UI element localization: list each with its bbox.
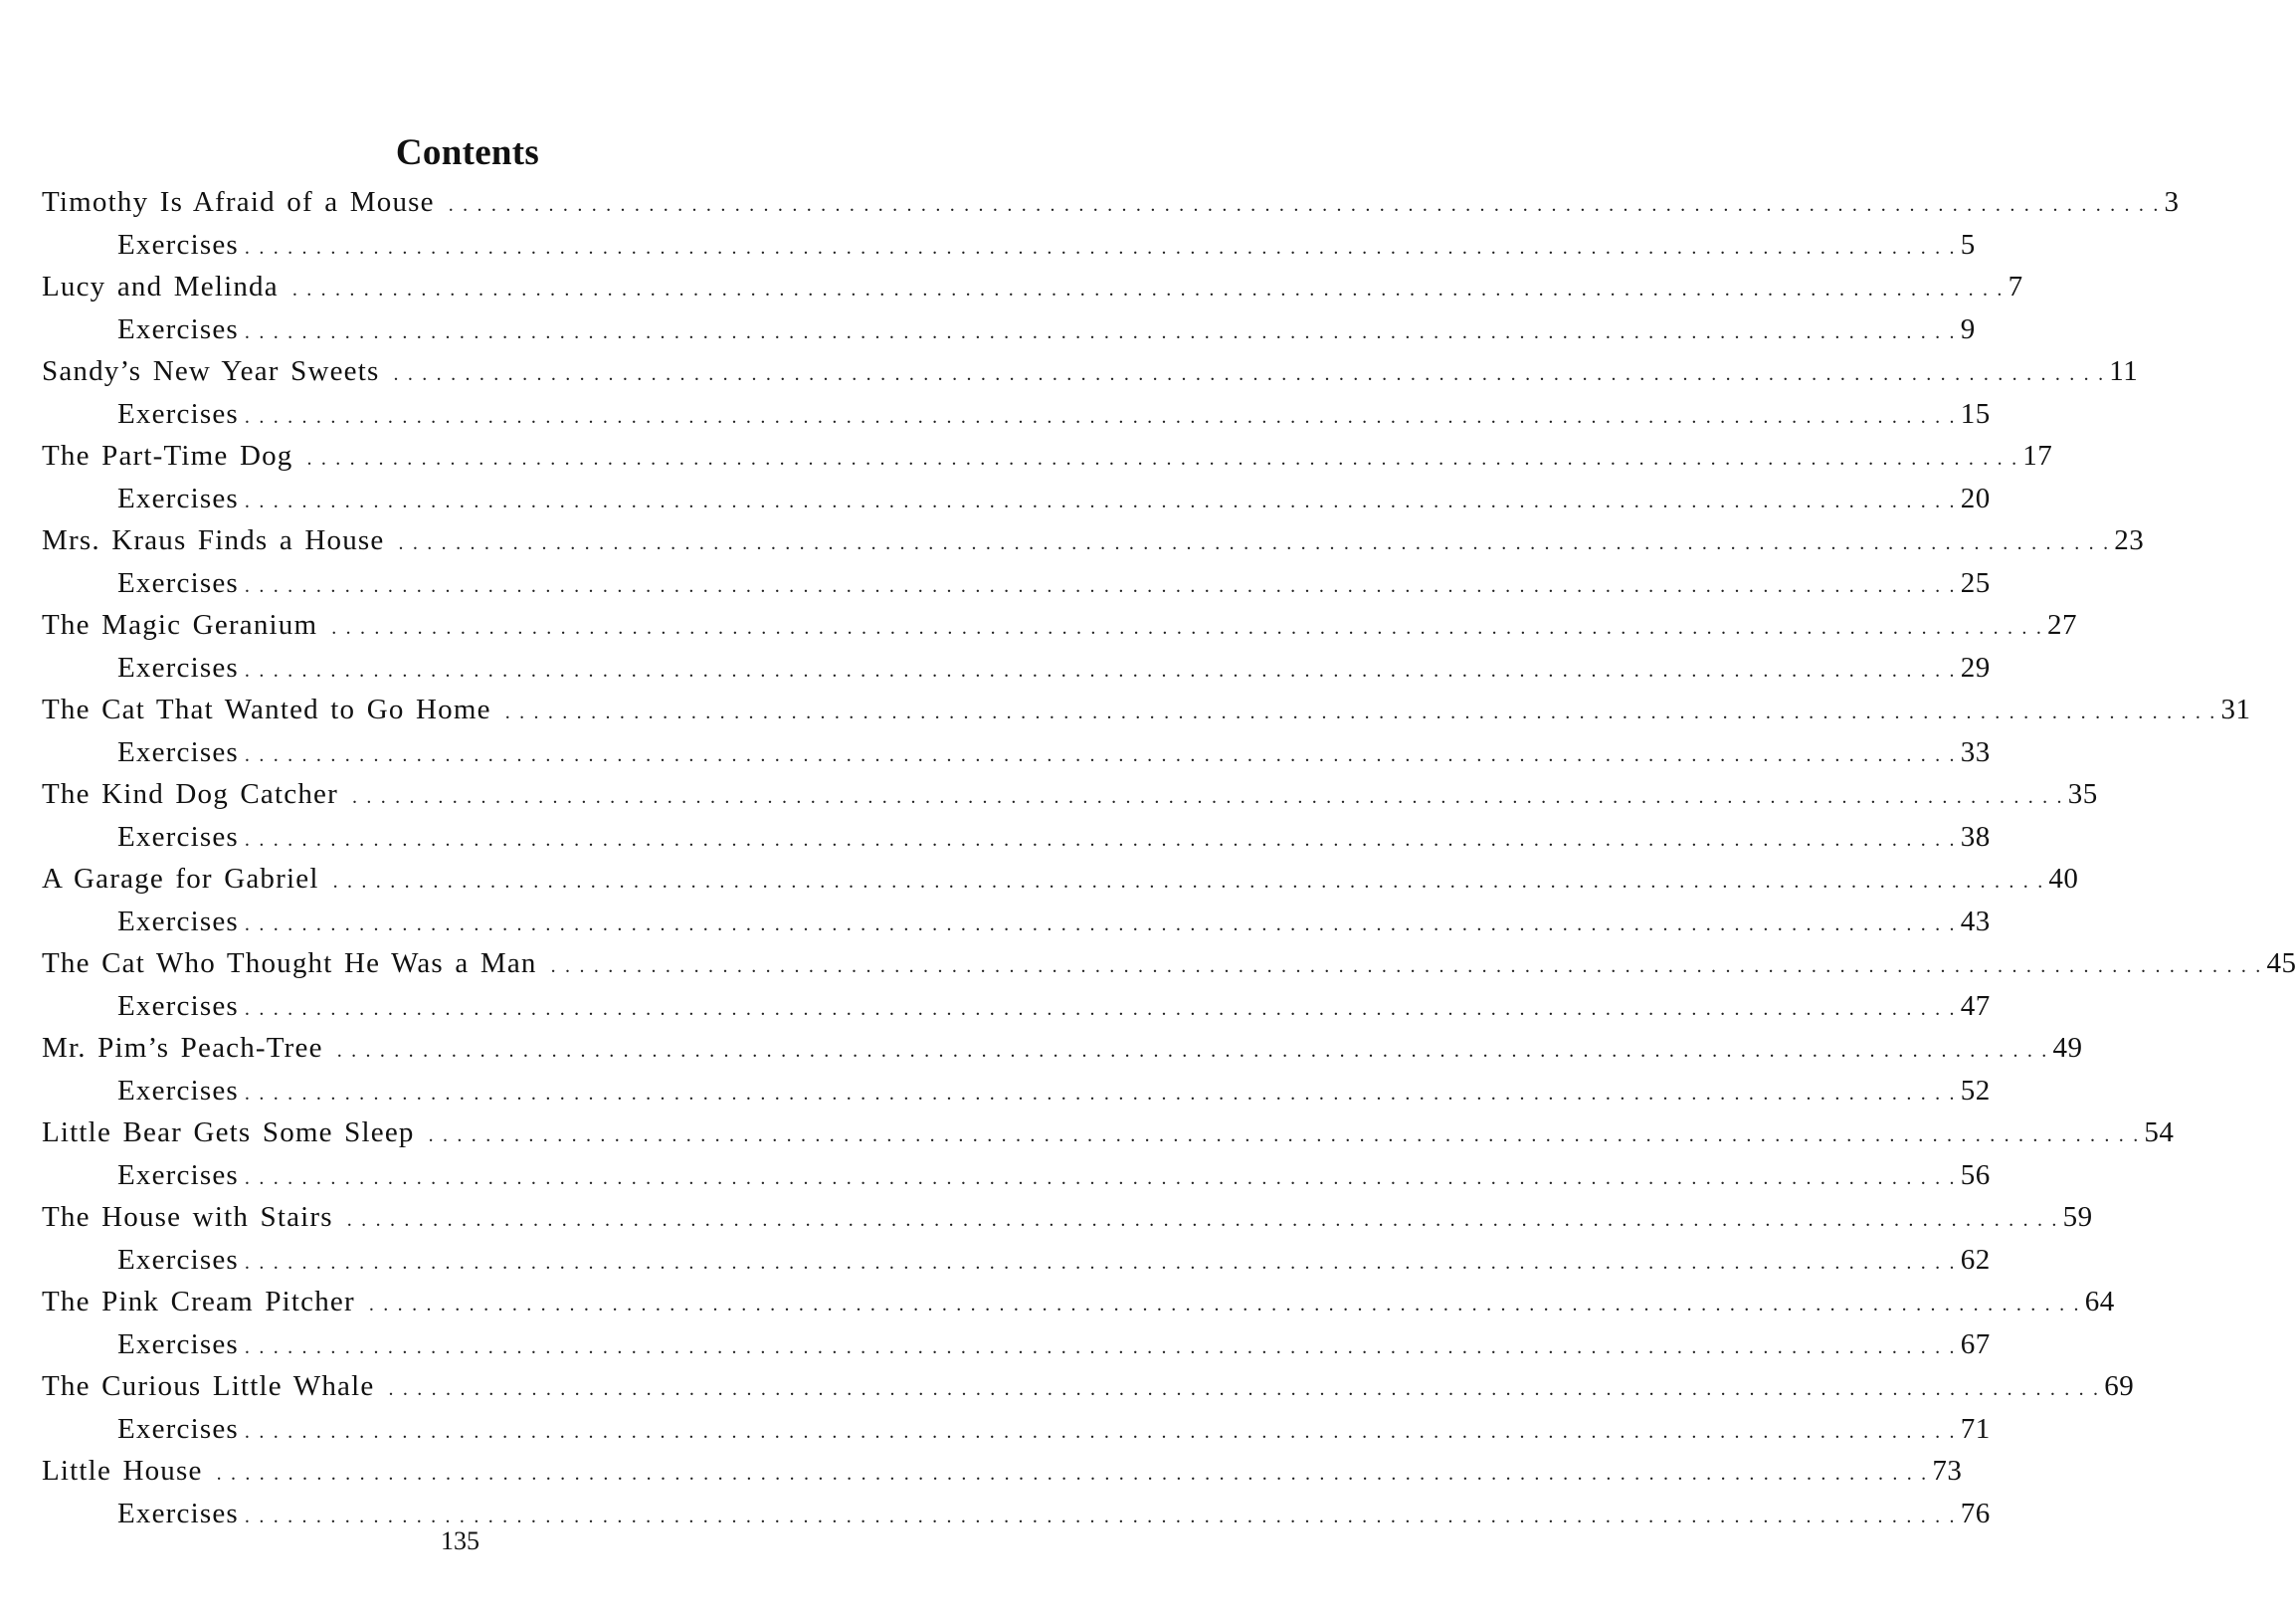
entry-page-number: 35 — [2067, 778, 2098, 810]
dot-leader: . . . . . . . . . . . . . . . . . . . . . . . . . . . . . . . . . . . . . . . . . . . . . . . . . . . . . . . . . . . . . . . . . . . . . . . . . . . . . . . . . . . . . . . . . . . . . . . . . . . . . . . . . . . . . . . . . . . . . . . . — [504, 702, 2217, 723]
dot-leader: . . . . . . . . . . . . . . . . . . . . . . . . . . . . . . . . . . . . . . . . . . . . . . . . . . . . . . . . . . . . . . . . . . . . . . . . . . . . . . . . . . . . . . . . . . . . . . . . . . . . . . . . . . . . . . . . . . . . . . . . — [244, 320, 1957, 343]
dot-leader: . . . . . . . . . . . . . . . . . . . . . . . . . . . . . . . . . . . . . . . . . . . . . . . . . . . . . . . . . . . . . . . . . . . . . . . . . . . . . . . . . . . . . . . . . . . . . . . . . . . . . . . . . . . . . . . . . . . . . . . . — [393, 363, 2106, 385]
toc-exercise-entry — [42, 1323, 1991, 1366]
entry-title: Little Bear Gets Some Sleep — [42, 1116, 415, 1148]
toc-story-entry — [42, 435, 2053, 478]
entry-page-number: 15 — [1960, 397, 1991, 430]
entry-title: Exercises — [117, 1074, 239, 1107]
entry-title: Exercises — [117, 1158, 239, 1191]
dot-leader: . . . . . . . . . . . . . . . . . . . . . . . . . . . . . . . . . . . . . . . . . . . . . . . . . . . . . . . . . . . . . . . . . . . . . . . . . . . . . . . . . . . . . . . . . . . . . . . . . . . . . . . . . . . . . . . . . . . . . . . . — [244, 574, 1957, 597]
dot-leader: . . . . . . . . . . . . . . . . . . . . . . . . . . . . . . . . . . . . . . . . . . . . . . . . . . . . . . . . . . . . . . . . . . . . . . . . . . . . . . . . . . . . . . . . . . . . . . . . . . . . . . . . . . . . . . . . . . . . . . . . — [244, 1335, 1957, 1358]
toc-story-entry — [42, 604, 2078, 647]
entry-page-number: 27 — [2047, 609, 2078, 641]
entry-page-number: 45 — [2266, 947, 2296, 979]
dot-leader: . . . . . . . . . . . . . . . . . . . . . . . . . . . . . . . . . . . . . . . . . . . . . . . . . . . . . . . . . . . . . . . . . . . . . . . . . . . . . . . . . . . . . . . . . . . . . . . . . . . . . . . . . . . . . . . . . . . . . . . . — [244, 1505, 1957, 1527]
toc-story-entry — [42, 773, 2098, 816]
toc-exercise-entry — [42, 1070, 1991, 1112]
toc-exercise-entry — [42, 1154, 1991, 1197]
entry-page-number: 47 — [1960, 989, 1991, 1022]
entry-page-number: 54 — [2144, 1116, 2175, 1148]
dot-leader: . . . . . . . . . . . . . . . . . . . . . . . . . . . . . . . . . . . . . . . . . . . . . . . . . . . . . . . . . . . . . . . . . . . . . . . . . . . . . . . . . . . . . . . . . . . . . . . . . . . . . . . . . . . . . . . . . . . . . . . . — [244, 997, 1957, 1020]
dot-leader: . . . . . . . . . . . . . . . . . . . . . . . . . . . . . . . . . . . . . . . . . . . . . . . . . . . . . . . . . . . . . . . . . . . . . . . . . . . . . . . . . . . . . . . . . . . . . . . . . . . . . . . . . . . . . . . . . . . . . . . . — [244, 743, 1957, 766]
table-of-contents — [42, 181, 2296, 1534]
dot-leader: . . . . . . . . . . . . . . . . . . . . . . . . . . . . . . . . . . . . . . . . . . . . . . . . . . . . . . . . . . . . . . . . . . . . . . . . . . . . . . . . . . . . . . . . . . . . . . . . . . . . . . . . . . . . . . . . . . . . . . . . — [244, 659, 1957, 682]
entry-page-number: 71 — [1960, 1412, 1991, 1445]
entry-title: The Curious Little Whale — [42, 1370, 375, 1402]
toc-story-entry — [42, 1111, 2175, 1154]
dot-leader: . . . . . . . . . . . . . . . . . . . . . . . . . . . . . . . . . . . . . . . . . . . . . . . . . . . . . . . . . . . . . . . . . . . . . . . . . . . . . . . . . . . . . . . . . . . . . . . . . . . . . . . . . . . . . . . . . . . . . . . . — [351, 786, 2064, 808]
entry-page-number: 9 — [1960, 312, 1976, 345]
entry-title: Exercises — [117, 1243, 239, 1276]
dot-leader: . . . . . . . . . . . . . . . . . . . . . . . . . . . . . . . . . . . . . . . . . . . . . . . . . . . . . . . . . . . . . . . . . . . . . . . . . . . . . . . . . . . . . . . . . . . . . . . . . . . . . . . . . . . . . . . . . . . . . . . . — [336, 1040, 2049, 1062]
toc-exercise-entry — [42, 1408, 1991, 1451]
entry-title: Exercises — [117, 1327, 239, 1360]
entry-title: Exercises — [117, 1412, 239, 1445]
entry-page-number: 3 — [2164, 186, 2180, 218]
toc-exercise-entry — [42, 647, 1991, 690]
entry-page-number: 52 — [1960, 1074, 1991, 1107]
entry-page-number: 29 — [1960, 651, 1991, 684]
entry-title: A Garage for Gabriel — [42, 863, 319, 895]
entry-page-number: 49 — [2052, 1032, 2083, 1064]
entry-title: Timothy Is Afraid of a Mouse — [42, 186, 435, 218]
entry-title: The Pink Cream Pitcher — [42, 1286, 355, 1317]
entry-title: The Kind Dog Catcher — [42, 778, 338, 810]
entry-title: Mr. Pim’s Peach-Tree — [42, 1032, 323, 1064]
entry-page-number: 76 — [1960, 1497, 1991, 1529]
dot-leader: . . . . . . . . . . . . . . . . . . . . . . . . . . . . . . . . . . . . . . . . . . . . . . . . . . . . . . . . . . . . . . . . . . . . . . . . . . . . . . . . . . . . . . . . . . . . . . . . . . . . . . . . . . . . . . . . . . . . . . . . — [388, 1378, 2101, 1400]
entry-page-number: 67 — [1960, 1327, 1991, 1360]
entry-title: Exercises — [117, 989, 239, 1022]
dot-leader: . . . . . . . . . . . . . . . . . . . . . . . . . . . . . . . . . . . . . . . . . . . . . . . . . . . . . . . . . . . . . . . . . . . . . . . . . . . . . . . . . . . . . . . . . . . . . . . . . . . . . . . . . . . . . . . . . . . . . . . . — [306, 448, 2019, 470]
entry-title: Exercises — [117, 228, 239, 261]
toc-story-entry — [42, 689, 2251, 731]
entry-page-number: 25 — [1960, 566, 1991, 599]
entry-page-number: 40 — [2048, 863, 2079, 895]
dot-leader: . . . . . . . . . . . . . . . . . . . . . . . . . . . . . . . . . . . . . . . . . . . . . . . . . . . . . . . . . . . . . . . . . . . . . . . . . . . . . . . . . . . . . . . . . . . . . . . . . . . . . . . . . . . . . . . . . . . . . . . . — [332, 871, 2045, 893]
dot-leader: . . . . . . . . . . . . . . . . . . . . . . . . . . . . . . . . . . . . . . . . . . . . . . . . . . . . . . . . . . . . . . . . . . . . . . . . . . . . . . . . . . . . . . . . . . . . . . . . . . . . . . . . . . . . . . . . . . . . . . . . — [398, 532, 2111, 554]
toc-story-entry — [42, 519, 2145, 562]
entry-title: Exercises — [117, 1497, 239, 1529]
dot-leader: . . . . . . . . . . . . . . . . . . . . . . . . . . . . . . . . . . . . . . . . . . . . . . . . . . . . . . . . . . . . . . . . . . . . . . . . . . . . . . . . . . . . . . . . . . . . . . . . . . . . . . . . . . . . . . . . . . . . . . . . — [346, 1209, 2059, 1231]
entry-page-number: 7 — [2008, 271, 2023, 303]
toc-exercise-entry — [42, 562, 1991, 605]
dot-leader: . . . . . . . . . . . . . . . . . . . . . . . . . . . . . . . . . . . . . . . . . . . . . . . . . . . . . . . . . . . . . . . . . . . . . . . . . . . . . . . . . . . . . . . . . . . . . . . . . . . . . . . . . . . . . . . . . . . . . . . . — [448, 194, 2161, 216]
toc-story-entry — [42, 1365, 2135, 1408]
entry-page-number: 33 — [1960, 735, 1991, 768]
toc-story-entry — [42, 1450, 1963, 1493]
toc-story-entry — [42, 1027, 2083, 1070]
dot-leader: . . . . . . . . . . . . . . . . . . . . . . . . . . . . . . . . . . . . . . . . . . . . . . . . . . . . . . . . . . . . . . . . . . . . . . . . . . . . . . . . . . . . . . . . . . . . . . . . . . . . . . . . . . . . . . . . . . . . . . . . — [244, 236, 1957, 259]
entry-page-number: 31 — [2220, 694, 2251, 725]
dot-leader: . . . . . . . . . . . . . . . . . . . . . . . . . . . . . . . . . . . . . . . . . . . . . . . . . . . . . . . . . . . . . . . . . . . . . . . . . . . . . . . . . . . . . . . . . . . . . . . . . . . . . . . . . . . . . . . . . . . . . . . . — [244, 1082, 1957, 1105]
entry-title: Exercises — [117, 651, 239, 684]
toc-story-entry — [42, 942, 2296, 985]
entry-title: Exercises — [117, 482, 239, 514]
entry-title: Exercises — [117, 312, 239, 345]
entry-title: Exercises — [117, 905, 239, 937]
page-number: 135 — [441, 1526, 479, 1555]
toc-exercise-entry — [42, 1239, 1991, 1282]
dot-leader: . . . . . . . . . . . . . . . . . . . . . . . . . . . . . . . . . . . . . . . . . . . . . . . . . . . . . . . . . . . . . . . . . . . . . . . . . . . . . . . . . . . . . . . . . . . . . . . . . . . . . . . . . . . . . . . . . . . . . . . . — [368, 1294, 2081, 1315]
entry-title: Exercises — [117, 397, 239, 430]
entry-page-number: 59 — [2062, 1201, 2093, 1233]
toc-exercise-entry — [42, 731, 1991, 774]
toc-story-entry — [42, 266, 2023, 308]
toc-story-entry — [42, 1196, 2093, 1239]
entry-title: Little House — [42, 1455, 203, 1487]
dot-leader: . . . . . . . . . . . . . . . . . . . . . . . . . . . . . . . . . . . . . . . . . . . . . . . . . . . . . . . . . . . . . . . . . . . . . . . . . . . . . . . . . . . . . . . . . . . . . . . . . . . . . . . . . . . . . . . . . . . . . . . . — [216, 1463, 1929, 1485]
entry-title: Exercises — [117, 735, 239, 768]
entry-title: The Magic Geranium — [42, 609, 318, 641]
dot-leader: . . . . . . . . . . . . . . . . . . . . . . . . . . . . . . . . . . . . . . . . . . . . . . . . . . . . . . . . . . . . . . . . . . . . . . . . . . . . . . . . . . . . . . . . . . . . . . . . . . . . . . . . . . . . . . . . . . . . . . . . — [244, 828, 1957, 851]
toc-exercise-entry — [42, 901, 1991, 943]
dot-leader: . . . . . . . . . . . . . . . . . . . . . . . . . . . . . . . . . . . . . . . . . . . . . . . . . . . . . . . . . . . . . . . . . . . . . . . . . . . . . . . . . . . . . . . . . . . . . . . . . . . . . . . . . . . . . . . . . . . . . . . . — [331, 617, 2044, 639]
entry-page-number: 38 — [1960, 820, 1991, 853]
entry-page-number: 56 — [1960, 1158, 1991, 1191]
dot-leader: . . . . . . . . . . . . . . . . . . . . . . . . . . . . . . . . . . . . . . . . . . . . . . . . . . . . . . . . . . . . . . . . . . . . . . . . . . . . . . . . . . . . . . . . . . . . . . . . . . . . . . . . . . . . . . . . . . . . . . . . — [428, 1124, 2141, 1146]
toc-story-entry — [42, 858, 2079, 901]
toc-story-entry — [42, 1281, 2115, 1323]
entry-page-number: 43 — [1960, 905, 1991, 937]
toc-exercise-entry — [42, 985, 1991, 1028]
entry-page-number: 23 — [2114, 524, 2145, 556]
entry-title: The Cat Who Thought He Was a Man — [42, 947, 537, 979]
dot-leader: . . . . . . . . . . . . . . . . . . . . . . . . . . . . . . . . . . . . . . . . . . . . . . . . . . . . . . . . . . . . . . . . . . . . . . . . . . . . . . . . . . . . . . . . . . . . . . . . . . . . . . . . . . . . . . . . . . . . . . . . — [244, 405, 1957, 428]
entry-title: The House with Stairs — [42, 1201, 333, 1233]
dot-leader: . . . . . . . . . . . . . . . . . . . . . . . . . . . . . . . . . . . . . . . . . . . . . . . . . . . . . . . . . . . . . . . . . . . . . . . . . . . . . . . . . . . . . . . . . . . . . . . . . . . . . . . . . . . . . . . . . . . . . . . . — [244, 490, 1957, 512]
toc-story-entry — [42, 350, 2139, 393]
toc-exercise-entry — [42, 816, 1991, 859]
dot-leader: . . . . . . . . . . . . . . . . . . . . . . . . . . . . . . . . . . . . . . . . . . . . . . . . . . . . . . . . . . . . . . . . . . . . . . . . . . . . . . . . . . . . . . . . . . . . . . . . . . . . . . . . . . . . . . . . . . . . . . . . — [244, 1166, 1957, 1189]
entry-page-number: 11 — [2109, 355, 2139, 387]
entry-page-number: 20 — [1960, 482, 1991, 514]
entry-page-number: 5 — [1960, 228, 1976, 261]
entry-title: Sandy’s New Year Sweets — [42, 355, 380, 387]
dot-leader: . . . . . . . . . . . . . . . . . . . . . . . . . . . . . . . . . . . . . . . . . . . . . . . . . . . . . . . . . . . . . . . . . . . . . . . . . . . . . . . . . . . . . . . . . . . . . . . . . . . . . . . . . . . . . . . . . . . . . . . . — [244, 912, 1957, 935]
dot-leader: . . . . . . . . . . . . . . . . . . . . . . . . . . . . . . . . . . . . . . . . . . . . . . . . . . . . . . . . . . . . . . . . . . . . . . . . . . . . . . . . . . . . . . . . . . . . . . . . . . . . . . . . . . . . . . . . . . . . . . . . — [244, 1251, 1957, 1274]
entry-page-number: 64 — [2084, 1286, 2115, 1317]
toc-exercise-entry — [42, 308, 1976, 351]
entry-title: The Cat That Wanted to Go Home — [42, 694, 491, 725]
toc-exercise-entry — [42, 393, 1991, 436]
entry-title: The Part-Time Dog — [42, 440, 293, 472]
dot-leader: . . . . . . . . . . . . . . . . . . . . . . . . . . . . . . . . . . . . . . . . . . . . . . . . . . . . . . . . . . . . . . . . . . . . . . . . . . . . . . . . . . . . . . . . . . . . . . . . . . . . . . . . . . . . . . . . . . . . . . . . — [244, 1420, 1957, 1443]
entry-title: Exercises — [117, 820, 239, 853]
dot-leader: . . . . . . . . . . . . . . . . . . . . . . . . . . . . . . . . . . . . . . . . . . . . . . . . . . . . . . . . . . . . . . . . . . . . . . . . . . . . . . . . . . . . . . . . . . . . . . . . . . . . . . . . . . . . . . . . . . . . . . . . — [291, 279, 2005, 301]
entry-page-number: 69 — [2104, 1370, 2135, 1402]
entry-title: Lucy and Melinda — [42, 271, 279, 303]
toc-exercise-entry — [42, 478, 1991, 520]
entry-page-number: 62 — [1960, 1243, 1991, 1276]
toc-exercise-entry — [42, 224, 1976, 267]
entry-title: Mrs. Kraus Finds a House — [42, 524, 385, 556]
toc-story-entry — [42, 181, 2180, 224]
entry-page-number: 73 — [1932, 1455, 1963, 1487]
dot-leader: . . . . . . . . . . . . . . . . . . . . . . . . . . . . . . . . . . . . . . . . . . . . . . . . . . . . . . . . . . . . . . . . . . . . . . . . . . . . . . . . . . . . . . . . . . . . . . . . . . . . . . . . . . . . . . . . . . . . . . . . — [550, 955, 2263, 977]
entry-page-number: 17 — [2022, 440, 2053, 472]
page-title: Contents — [395, 131, 540, 173]
entry-title: Exercises — [117, 566, 239, 599]
